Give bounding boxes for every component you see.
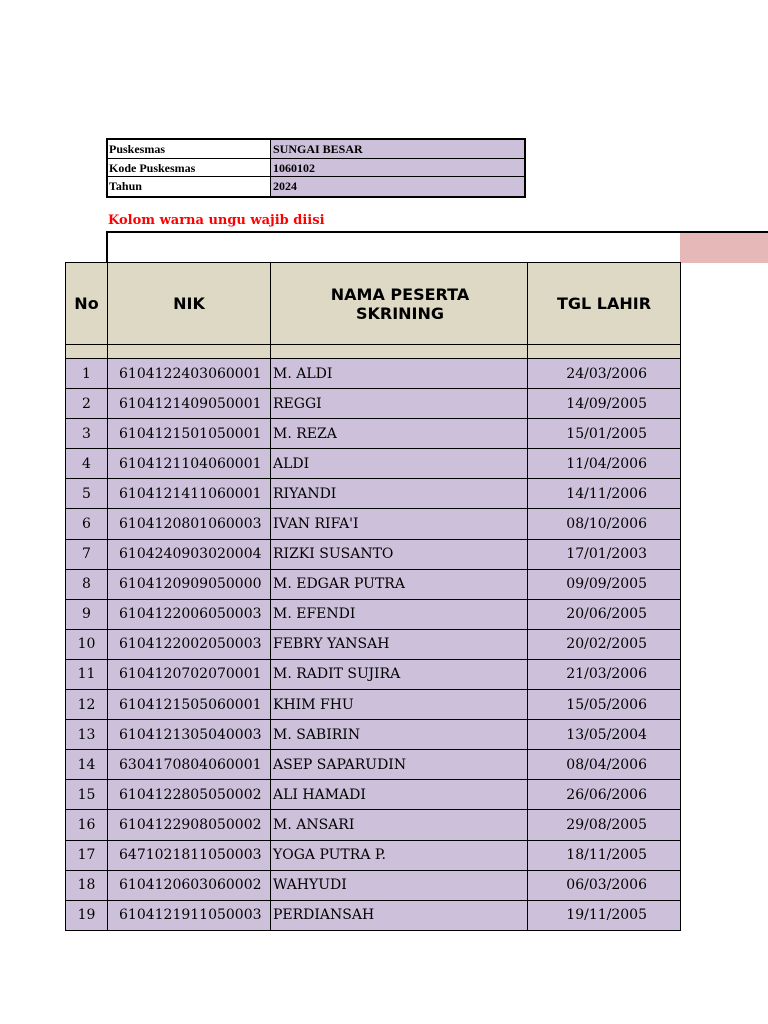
header-no: No (66, 263, 108, 345)
table-row (66, 900, 681, 930)
table-row (66, 659, 681, 689)
cell-tgl-lahir[interactable]: 15/01/2005 (528, 419, 681, 449)
cell-tgl-lahir[interactable]: 11/04/2006 (528, 449, 681, 479)
cell-no: 10 (66, 629, 108, 659)
spacer-cell (528, 345, 681, 359)
table-row (66, 419, 681, 449)
cell-nama[interactable]: REGGI (271, 389, 528, 419)
cell-tgl-lahir[interactable]: 08/10/2006 (528, 509, 681, 539)
header-nama-line1: NAMA PESERTA (330, 284, 470, 304)
cell-nama[interactable]: KHIM FHU (271, 690, 528, 720)
spacer-cell (108, 345, 271, 359)
header-band (106, 231, 768, 263)
cell-no: 3 (66, 419, 108, 449)
cell-no: 17 (66, 840, 108, 870)
table-row (66, 780, 681, 810)
cell-tgl-lahir[interactable]: 24/03/2006 (528, 359, 681, 389)
cell-no: 5 (66, 479, 108, 509)
cell-nik[interactable]: 6104120702070001 (108, 659, 271, 689)
cell-nama[interactable]: M. RADIT SUJIRA (271, 659, 528, 689)
header-nik: NIK (108, 263, 271, 345)
cell-tgl-lahir[interactable]: 14/11/2006 (528, 479, 681, 509)
cell-nama[interactable]: M. EFENDI (271, 599, 528, 629)
cell-no: 12 (66, 690, 108, 720)
table-row (66, 569, 681, 599)
cell-nama[interactable]: FEBRY YANSAH (271, 629, 528, 659)
cell-nik[interactable]: 6104121409050001 (108, 389, 271, 419)
cell-nama[interactable]: ALI HAMADI (271, 780, 528, 810)
cell-nik[interactable]: 6471021811050003 (108, 840, 271, 870)
table-row (66, 690, 681, 720)
table-row (66, 479, 681, 509)
cell-tgl-lahir[interactable]: 18/11/2005 (528, 840, 681, 870)
cell-nik[interactable]: 6304170804060001 (108, 750, 271, 780)
cell-tgl-lahir[interactable]: 06/03/2006 (528, 870, 681, 900)
info-row-kode (108, 159, 524, 178)
cell-nik[interactable]: 6104121305040003 (108, 720, 271, 750)
cell-no: 1 (66, 359, 108, 389)
header-tgl-lahir: TGL LAHIR (528, 263, 681, 345)
cell-nik[interactable]: 6104122805050002 (108, 780, 271, 810)
table-row (66, 810, 681, 840)
info-label: Tahun (108, 177, 271, 196)
cell-nama[interactable]: WAHYUDI (271, 870, 528, 900)
cell-no: 4 (66, 449, 108, 479)
cell-nik[interactable]: 6104120801060003 (108, 509, 271, 539)
table-row (66, 389, 681, 419)
table-row (66, 870, 681, 900)
cell-nik[interactable]: 6104121911050003 (108, 900, 271, 930)
cell-nama[interactable]: M. ALDI (271, 359, 528, 389)
cell-nama[interactable]: M. SABIRIN (271, 720, 528, 750)
cell-no: 16 (66, 810, 108, 840)
table-row (66, 449, 681, 479)
cell-tgl-lahir[interactable]: 21/03/2006 (528, 659, 681, 689)
cell-no: 13 (66, 720, 108, 750)
cell-nama[interactable]: IVAN RIFA'I (271, 509, 528, 539)
info-row-tahun (108, 177, 524, 196)
info-value-tahun[interactable]: 2024 (271, 177, 524, 196)
cell-nama[interactable]: M. EDGAR PUTRA (271, 569, 528, 599)
cell-nama[interactable]: M. REZA (271, 419, 528, 449)
cell-nik[interactable]: 6104121104060001 (108, 449, 271, 479)
cell-nama[interactable]: RIZKI SUSANTO (271, 539, 528, 569)
table-header-row (66, 263, 681, 345)
cell-tgl-lahir[interactable]: 29/08/2005 (528, 810, 681, 840)
cell-tgl-lahir[interactable]: 15/05/2006 (528, 690, 681, 720)
cell-nik[interactable]: 6104121411060001 (108, 479, 271, 509)
info-value-kode[interactable]: 1060102 (271, 159, 524, 177)
cell-tgl-lahir[interactable]: 26/06/2006 (528, 780, 681, 810)
cell-nik[interactable]: 6104120909050000 (108, 569, 271, 599)
cell-nik[interactable]: 6104121501050001 (108, 419, 271, 449)
header-spacer-row (66, 345, 681, 359)
screening-table (65, 262, 681, 931)
cell-no: 2 (66, 389, 108, 419)
cell-tgl-lahir[interactable]: 20/06/2005 (528, 599, 681, 629)
required-fields-notice: Kolom warna ungu wajib diisi (108, 213, 325, 228)
info-label: Puskesmas (108, 140, 271, 158)
cell-no: 11 (66, 659, 108, 689)
cell-nama[interactable]: ALDI (271, 449, 528, 479)
cell-tgl-lahir[interactable]: 17/01/2003 (528, 539, 681, 569)
table-row (66, 539, 681, 569)
table-row (66, 599, 681, 629)
info-value-puskesmas[interactable]: SUNGAI BESAR (271, 140, 524, 158)
cell-nik[interactable]: 6104240903020004 (108, 539, 271, 569)
info-row-puskesmas (108, 140, 524, 159)
info-label: Kode Puskesmas (108, 159, 271, 177)
cell-no: 15 (66, 780, 108, 810)
cell-nik[interactable]: 6104122006050003 (108, 599, 271, 629)
cell-no: 7 (66, 539, 108, 569)
cell-nik[interactable]: 6104122908050002 (108, 810, 271, 840)
table-row (66, 509, 681, 539)
cell-tgl-lahir[interactable]: 14/09/2005 (528, 389, 681, 419)
cell-no: 18 (66, 870, 108, 900)
cell-nama[interactable]: PERDIANSAH (271, 900, 528, 930)
cell-tgl-lahir[interactable]: 19/11/2005 (528, 900, 681, 930)
puskesmas-info-box (106, 138, 526, 198)
header-nama (271, 263, 528, 345)
cell-nik[interactable]: 6104121505060001 (108, 690, 271, 720)
spacer-cell (66, 345, 108, 359)
table-row (66, 750, 681, 780)
cell-no: 9 (66, 599, 108, 629)
cell-tgl-lahir[interactable]: 08/04/2006 (528, 750, 681, 780)
cell-no: 8 (66, 569, 108, 599)
cell-nama[interactable]: YOGA PUTRA P. (271, 840, 528, 870)
cell-tgl-lahir[interactable]: 09/09/2005 (528, 569, 681, 599)
cell-tgl-lahir[interactable]: 13/05/2004 (528, 720, 681, 750)
cell-tgl-lahir[interactable]: 20/02/2005 (528, 629, 681, 659)
cell-nama[interactable]: M. ANSARI (271, 810, 528, 840)
cell-nik[interactable]: 6104122002050003 (108, 629, 271, 659)
cell-nik[interactable]: 6104122403060001 (108, 359, 271, 389)
table-row (66, 840, 681, 870)
cell-nama[interactable]: ASEP SAPARUDIN (271, 750, 528, 780)
cell-no: 19 (66, 900, 108, 930)
cell-nama[interactable]: RIYANDI (271, 479, 528, 509)
cell-no: 6 (66, 509, 108, 539)
table-row (66, 720, 681, 750)
table-body (66, 359, 681, 931)
table-row (66, 359, 681, 389)
header-nama-line2: SKRINING (355, 303, 445, 323)
spacer-cell (271, 345, 528, 359)
table-row (66, 629, 681, 659)
cell-nik[interactable]: 6104120603060002 (108, 870, 271, 900)
cell-no: 14 (66, 750, 108, 780)
